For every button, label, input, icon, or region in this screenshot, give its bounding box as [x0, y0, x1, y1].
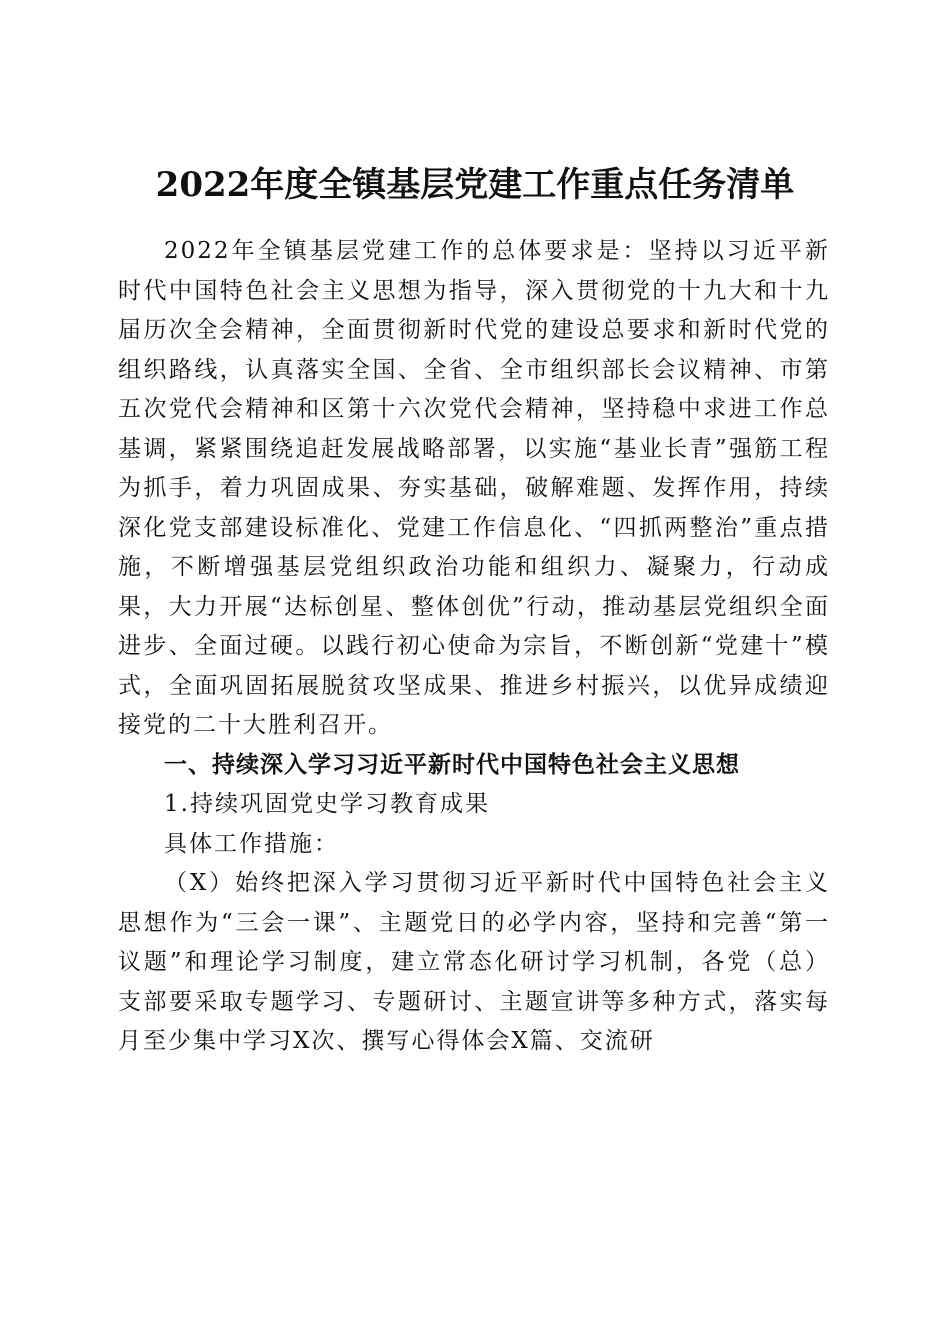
document-body	[118, 232, 830, 1062]
measures-label: 具体工作措施：	[164, 830, 339, 857]
document-title: 2022年度全镇基层党建工作重点任务清单	[155, 164, 795, 205]
section-1-heading: 一、持续深入学习习近平新时代中国特色社会主义思想	[164, 751, 740, 778]
item-1-title: 1.持续巩固党史学习教育成果	[164, 791, 490, 817]
intro-paragraph: 2022年全镇基层党建工作的总体要求是：坚持以习近平新时代中国特色社会主义思想为指导，深入贯彻党的十九大和十九届历次全会精神，全面贯彻新时代党的建设总要求和新时代党的组织路线，认真落实全国、全省、全市组织部长会议精神、市第五次党代会精神和区第十六次党代会精神，坚持稳中求进工作总基调，紧紧围绕追赶发展战略部署，以实施“基业长青”强筋工程为抓手，着力巩固成果、夯实基础，破解难题、发挥作用，持续深化党支部建设标准化、党建工作信息化、“四抓两整治”重点措施，不断增强基层党组织政治功能和组织力、凝聚力，行动成果，大力开展“达标创星、整体创优”行动，推动基层党组织全面进步、全面过硬。以践行初心使命为宗旨，不断创新“党建十”模式，全面巩固拓展脱贫攻坚成果、推进乡村振兴，以优异成绩迎接党的二十大胜利召开。	[118, 238, 830, 738]
measure-x-paragraph: （X）始终把深入学习贯彻习近平新时代中国特色社会主义思想作为“三会一课”、主题党日的必学内容，坚持和完善“第一议题”和理论学习制度，建立常态化研讨学习机制，各党（总）支部要采取专题学习、专题研讨、主题宣讲等多种方式，落实每月至少集中学习X次、撰写心得体会X篇、交流研	[118, 870, 830, 1054]
